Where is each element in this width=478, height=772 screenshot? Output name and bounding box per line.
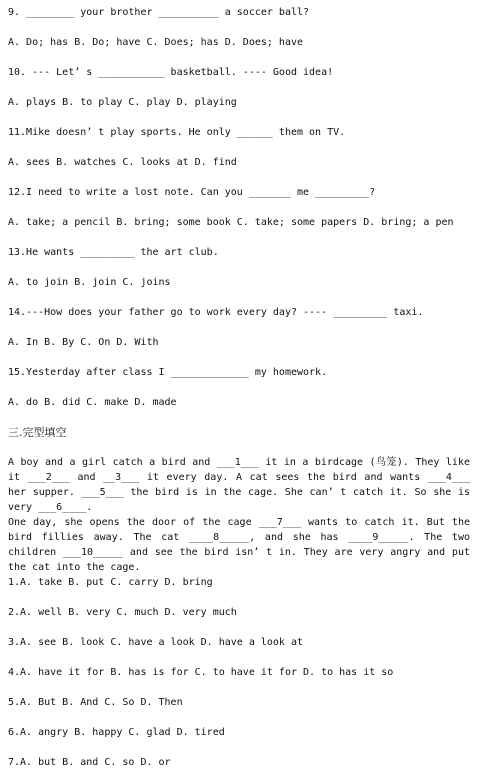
- question-15: 15.Yesterday after class I _____________ my homework.: [8, 367, 328, 378]
- options-10: A. plays B. to play C. play D. playing: [8, 97, 237, 108]
- question-11: 11.Mike doesn’ t play sports. He only ______ them on TV.: [8, 127, 346, 138]
- options-12: A. take; a pencil B. bring; some book C. take; some papers D. bring; a pen: [8, 217, 454, 228]
- choice-7: 7.A. but B. and C. so D. or: [8, 757, 171, 768]
- passage-paragraph-1: A boy and a girl catch a bird and ___1___ it in a birdcage (鸟笼). They like it ___2___ and __3___ it every day. A cat sees the bird and wants ___4___ her supper. ___5___ the bird is in the cage. She can’ t catch it. So she is very ___6____.: [8, 457, 477, 513]
- choice-1: 1.A. take B. put C. carry D. bring: [8, 577, 213, 588]
- options-9: A. Do; has B. Do; have C. Does; has D. Does; have: [8, 37, 304, 48]
- question-12: 12.I need to write a lost note. Can you _______ me _________?: [8, 187, 376, 198]
- options-11: A. sees B. watches C. looks at D. find: [8, 157, 237, 168]
- section-title: 三.完型填空: [8, 426, 67, 439]
- question-13: 13.He wants _________ the art club.: [8, 247, 219, 258]
- options-14: A. In B. By C. On D. With: [8, 337, 159, 348]
- options-13: A. to join B. join C. joins: [8, 277, 171, 288]
- options-15: A. do B. did C. make D. made: [8, 397, 177, 408]
- choice-2: 2.A. well B. very C. much D. very much: [8, 607, 237, 618]
- choice-3: 3.A. see B. look C. have a look D. have a look at: [8, 637, 304, 648]
- choice-6: 6.A. angry B. happy C. glad D. tired: [8, 727, 225, 738]
- choice-4: 4.A. have it for B. has is for C. to have it for D. to has it so: [8, 667, 394, 678]
- question-14: 14.---How does your father go to work every day? ---- _________ taxi.: [8, 307, 424, 318]
- passage-paragraph-2: One day, she opens the door of the cage ___7___ wants to catch it. But the bird fillies away. The cat ____8_____, and she has ____9_____. The two children ___10_____ and see the bird isn’ t in. They are very angry and put the cat into the cage.: [8, 517, 477, 573]
- question-9: 9. ________ your brother __________ a soccer ball?: [8, 7, 310, 18]
- choice-5: 5.A. But B. And C. So D. Then: [8, 697, 183, 708]
- question-10: 10. --- Let’ s ___________ basketball. ---- Good idea!: [8, 67, 334, 78]
